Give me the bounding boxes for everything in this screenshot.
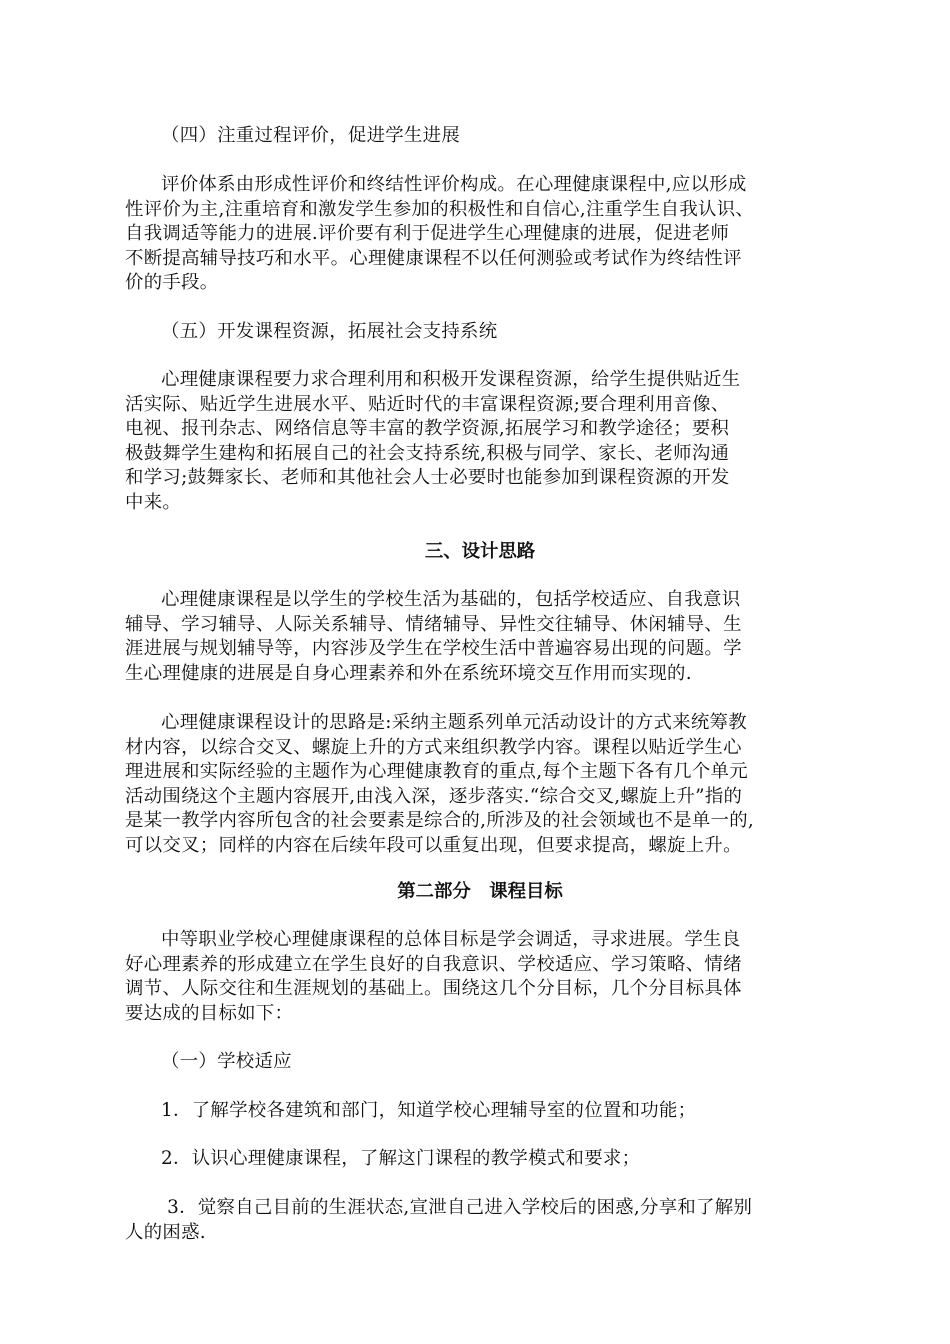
paragraph-evaluation: 评价体系由形成性评价和终结性评价构成。在心理健康课程中,应以形成 性评价为主,注重培育和激发学生参加的积极性和自信心,注重学生自我认识、 自我调适等能力的进展.评价要有利于促进学生心理健康的进展，促进老师 不断提高辅导技巧和水平。心理健康课程不以任何测验或考试作为终结性评 价的手段。	[125, 174, 755, 293]
list-item-2: 2．认识心理健康课程，了解这门课程的教学模式和要求；	[161, 1148, 641, 1169]
paragraph-design-basis: 心理健康课程是以学生的学校生活为基础的，包括学校适应、自我意识 辅导、学习辅导、人际关系辅导、情绪辅导、异性交往辅导、休闲辅导、生 涯进展与规划辅导等，内容涉及学生在学校生活中普遍容易出现的问题。学 生心理健康的进展是自身心理素养和外在系统环境交互作用而实现的.	[125, 589, 742, 684]
heading-part-two-course-goals: 第二部分 课程目标	[397, 881, 563, 902]
list-item-3: 3．觉察自己目前的生涯状态,宣泄自己进入学校后的困惑,分享和了解别 人的困惑.	[125, 1197, 753, 1243]
section-title-process-evaluation: （四）注重过程评价，促进学生进展	[161, 125, 461, 146]
list-item-1: 1．了解学校各建筑和部门，知道学校心理辅导室的位置和功能；	[161, 1100, 697, 1121]
heading-design-ideas: 三、设计思路	[424, 541, 536, 562]
paragraph-overall-goals: 中等职业学校心理健康课程的总体目标是学会调适，寻求进展。学生良 好心理素养的形成建立在学生良好的自我意识、学校适应、学习策略、情绪 调节、人际交往和生涯规划的基础上。围绕这几个分目标，几个分目标具体 要达成的目标如下：	[125, 929, 742, 1024]
subsection-title-school-adaptation: （一）学校适应	[161, 1051, 292, 1072]
paragraph-design-approach: 心理健康课程设计的思路是:采纳主题系列单元活动设计的方式来统筹教 材内容，以综合交叉、螺旋上升的方式来组织教学内容。课程以贴近学生心 理进展和实际经验的主题作为心理健康教育的重点,每个主题下各有几个单元 活动围绕这个主题内容展开,由浅入深，逐步落实.“综合交叉,螺旋上升”指的 是某一教学内容所包含的社会要素是综合的,所涉及的社会领域也不是单一的, 可以交叉；同样的内容在后续年段可以重复出现，但要求提高，螺旋上升。	[125, 712, 755, 856]
section-title-course-resources: （五）开发课程资源，拓展社会支持系统	[161, 321, 498, 342]
paragraph-course-resources: 心理健康课程要力求合理利用和积极开发课程资源，给学生提供贴近生 活实际、贴近学生进展水平、贴近时代的丰富课程资源;要合理利用音像、 电视、报刊杂志、网络信息等丰富的教学资源,拓展学习和教学途径；要积 极鼓舞学生建构和拓展自己的社会支持系统,积极与同学、家长、老师沟通 和学习;鼓舞家长、老师和其他社会人士必要时也能参加到课程资源的开发 中来。	[125, 369, 741, 513]
